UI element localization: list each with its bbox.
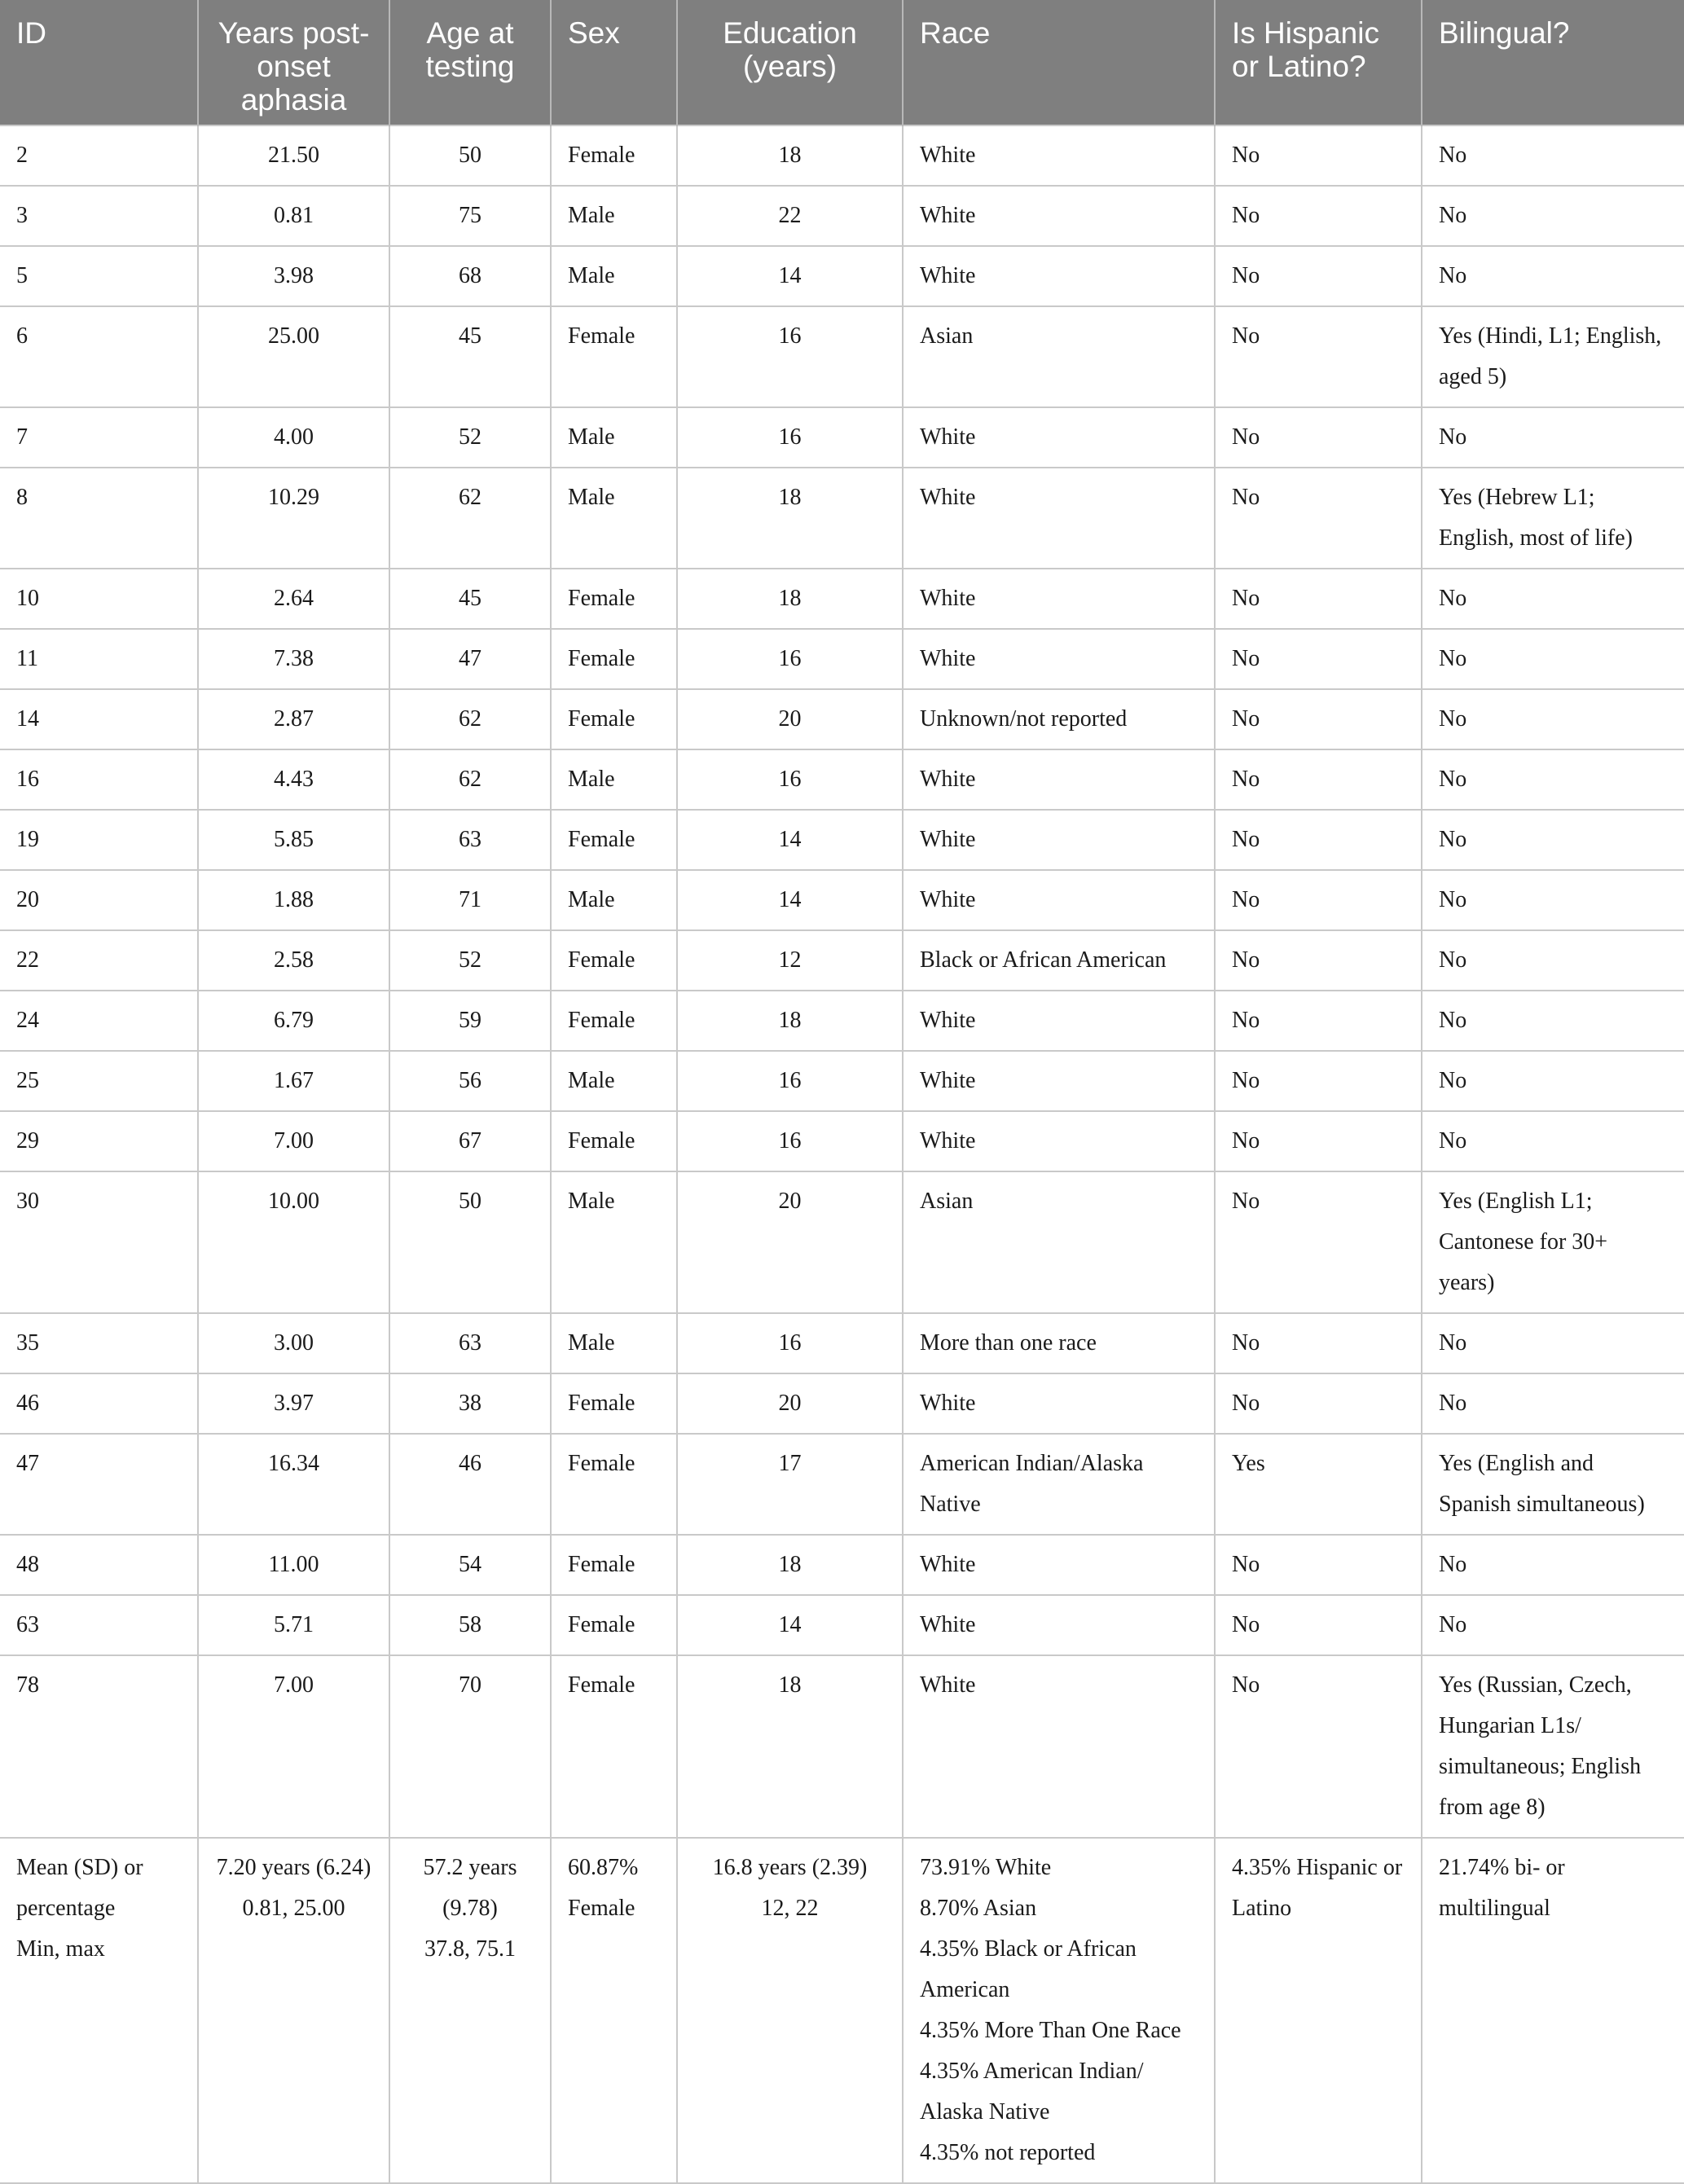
years-post-onset-cell: 25.00 bbox=[198, 306, 389, 407]
summary-section bbox=[0, 1838, 1684, 2183]
summary-years-cell bbox=[198, 1838, 389, 2183]
race-cell: White bbox=[903, 1595, 1215, 1655]
header-race: Race bbox=[903, 0, 1215, 125]
header-row bbox=[0, 0, 1684, 125]
sex-cell: Male bbox=[551, 468, 677, 569]
sex-cell: Female bbox=[551, 1373, 677, 1434]
education-cell: 16 bbox=[677, 306, 903, 407]
sex-cell: Female bbox=[551, 1434, 677, 1535]
race-cell: Black or African American bbox=[903, 930, 1215, 991]
education-cell: 16 bbox=[677, 1313, 903, 1373]
sex-cell: Female bbox=[551, 569, 677, 629]
id-cell: 16 bbox=[0, 749, 198, 810]
table-row bbox=[0, 1051, 1684, 1111]
race-cell: Asian bbox=[903, 1171, 1215, 1313]
education-cell: 20 bbox=[677, 1171, 903, 1313]
race-cell: Asian bbox=[903, 306, 1215, 407]
summary-race-cell bbox=[903, 1838, 1215, 2183]
header-id: ID bbox=[0, 0, 198, 125]
age-cell: 46 bbox=[389, 1434, 551, 1535]
race-cell: White bbox=[903, 1535, 1215, 1595]
hispanic-cell: No bbox=[1215, 689, 1422, 749]
education-cell: 14 bbox=[677, 1595, 903, 1655]
years-post-onset-cell: 5.85 bbox=[198, 810, 389, 870]
bilingual-cell: Yes (Hebrew L1; English, most of life) bbox=[1422, 468, 1684, 569]
id-cell: 7 bbox=[0, 407, 198, 468]
summary-age-cell bbox=[389, 1838, 551, 2183]
bilingual-cell: Yes (English and Spanish simultaneous) bbox=[1422, 1434, 1684, 1535]
table-row bbox=[0, 629, 1684, 689]
sex-cell: Female bbox=[551, 930, 677, 991]
hispanic-cell: Yes bbox=[1215, 1434, 1422, 1535]
age-cell: 67 bbox=[389, 1111, 551, 1171]
hispanic-cell: No bbox=[1215, 629, 1422, 689]
education-cell: 14 bbox=[677, 810, 903, 870]
id-cell: 19 bbox=[0, 810, 198, 870]
id-cell: 46 bbox=[0, 1373, 198, 1434]
bilingual-cell: No bbox=[1422, 125, 1684, 186]
table-row bbox=[0, 569, 1684, 629]
education-cell: 16 bbox=[677, 407, 903, 468]
sex-cell: Male bbox=[551, 1313, 677, 1373]
table-row bbox=[0, 125, 1684, 186]
summary-race-line: 73.91% White bbox=[920, 1855, 1052, 1880]
bilingual-cell: Yes (Russian, Czech, Hungarian L1s/ simultaneous; English from age 8) bbox=[1422, 1655, 1684, 1838]
hispanic-cell: No bbox=[1215, 1655, 1422, 1838]
race-cell: Unknown/not reported bbox=[903, 689, 1215, 749]
bilingual-cell: No bbox=[1422, 749, 1684, 810]
race-cell: White bbox=[903, 125, 1215, 186]
bilingual-cell: No bbox=[1422, 930, 1684, 991]
years-post-onset-cell: 3.97 bbox=[198, 1373, 389, 1434]
summary-race-line: 4.35% not reported bbox=[920, 2140, 1096, 2165]
id-cell: 20 bbox=[0, 870, 198, 930]
hispanic-cell: No bbox=[1215, 125, 1422, 186]
years-post-onset-cell: 3.00 bbox=[198, 1313, 389, 1373]
sex-cell: Male bbox=[551, 407, 677, 468]
race-cell: More than one race bbox=[903, 1313, 1215, 1373]
race-cell: White bbox=[903, 991, 1215, 1051]
id-cell: 48 bbox=[0, 1535, 198, 1595]
sex-cell: Female bbox=[551, 689, 677, 749]
id-cell: 78 bbox=[0, 1655, 198, 1838]
summary-age-mean: 57.2 years (9.78) bbox=[423, 1855, 517, 1921]
summary-years-mean: 7.20 years (6.24) bbox=[216, 1855, 372, 1880]
age-cell: 63 bbox=[389, 1313, 551, 1373]
hispanic-cell: No bbox=[1215, 468, 1422, 569]
bilingual-cell: No bbox=[1422, 1373, 1684, 1434]
education-cell: 18 bbox=[677, 569, 903, 629]
id-cell: 6 bbox=[0, 306, 198, 407]
header-hispanic: Is Hispanic or Latino? bbox=[1215, 0, 1422, 125]
years-post-onset-cell: 16.34 bbox=[198, 1434, 389, 1535]
race-cell: White bbox=[903, 246, 1215, 306]
hispanic-cell: No bbox=[1215, 1313, 1422, 1373]
age-cell: 52 bbox=[389, 407, 551, 468]
years-post-onset-cell: 7.38 bbox=[198, 629, 389, 689]
bilingual-cell: No bbox=[1422, 1051, 1684, 1111]
id-cell: 25 bbox=[0, 1051, 198, 1111]
years-post-onset-cell: 4.43 bbox=[198, 749, 389, 810]
bilingual-cell: No bbox=[1422, 407, 1684, 468]
sex-cell: Female bbox=[551, 125, 677, 186]
years-post-onset-cell: 10.29 bbox=[198, 468, 389, 569]
education-cell: 18 bbox=[677, 991, 903, 1051]
table-row bbox=[0, 930, 1684, 991]
hispanic-cell: No bbox=[1215, 749, 1422, 810]
table-row bbox=[0, 186, 1684, 246]
years-post-onset-cell: 1.67 bbox=[198, 1051, 389, 1111]
sex-cell: Male bbox=[551, 749, 677, 810]
hispanic-cell: No bbox=[1215, 1595, 1422, 1655]
bilingual-cell: Yes (Hindi, L1; English, aged 5) bbox=[1422, 306, 1684, 407]
table-row bbox=[0, 689, 1684, 749]
years-post-onset-cell: 10.00 bbox=[198, 1171, 389, 1313]
education-cell: 20 bbox=[677, 689, 903, 749]
summary-sex-cell bbox=[551, 1838, 677, 2183]
table-row bbox=[0, 1111, 1684, 1171]
id-cell: 11 bbox=[0, 629, 198, 689]
table-row bbox=[0, 1595, 1684, 1655]
id-cell: 24 bbox=[0, 991, 198, 1051]
education-cell: 16 bbox=[677, 1111, 903, 1171]
table-row bbox=[0, 1171, 1684, 1313]
years-post-onset-cell: 11.00 bbox=[198, 1535, 389, 1595]
table-row bbox=[0, 1655, 1684, 1838]
race-cell: White bbox=[903, 1051, 1215, 1111]
age-cell: 59 bbox=[389, 991, 551, 1051]
summary-label-line: Min, max bbox=[16, 1936, 105, 1962]
years-post-onset-cell: 2.87 bbox=[198, 689, 389, 749]
years-post-onset-cell: 0.81 bbox=[198, 186, 389, 246]
id-cell: 63 bbox=[0, 1595, 198, 1655]
summary-label-cell bbox=[0, 1838, 198, 2183]
id-cell: 8 bbox=[0, 468, 198, 569]
summary-bilingual-value: 21.74% bi- or multilingual bbox=[1439, 1855, 1565, 1921]
race-cell: White bbox=[903, 1373, 1215, 1434]
years-post-onset-cell: 5.71 bbox=[198, 1595, 389, 1655]
race-cell: White bbox=[903, 468, 1215, 569]
sex-cell: Female bbox=[551, 306, 677, 407]
id-cell: 5 bbox=[0, 246, 198, 306]
table-header bbox=[0, 0, 1684, 125]
years-post-onset-cell: 1.88 bbox=[198, 870, 389, 930]
education-cell: 12 bbox=[677, 930, 903, 991]
summary-hispanic-value: 4.35% Hispanic or Latino bbox=[1232, 1855, 1403, 1921]
id-cell: 10 bbox=[0, 569, 198, 629]
hispanic-cell: No bbox=[1215, 1051, 1422, 1111]
age-cell: 45 bbox=[389, 569, 551, 629]
years-post-onset-cell: 2.64 bbox=[198, 569, 389, 629]
summary-race-line: 4.35% Black or African American bbox=[920, 1936, 1137, 2002]
age-cell: 50 bbox=[389, 1171, 551, 1313]
years-post-onset-cell: 3.98 bbox=[198, 246, 389, 306]
table-row bbox=[0, 306, 1684, 407]
id-cell: 29 bbox=[0, 1111, 198, 1171]
race-cell: White bbox=[903, 810, 1215, 870]
sex-cell: Male bbox=[551, 1051, 677, 1111]
sex-cell: Female bbox=[551, 1595, 677, 1655]
sex-cell: Male bbox=[551, 186, 677, 246]
bilingual-cell: No bbox=[1422, 810, 1684, 870]
sex-cell: Male bbox=[551, 870, 677, 930]
bilingual-cell: No bbox=[1422, 689, 1684, 749]
years-post-onset-cell: 2.58 bbox=[198, 930, 389, 991]
education-cell: 14 bbox=[677, 870, 903, 930]
summary-race-line: 8.70% Asian bbox=[920, 1896, 1037, 1921]
sex-cell: Female bbox=[551, 1535, 677, 1595]
sex-cell: Female bbox=[551, 810, 677, 870]
hispanic-cell: No bbox=[1215, 991, 1422, 1051]
race-cell: White bbox=[903, 186, 1215, 246]
hispanic-cell: No bbox=[1215, 1535, 1422, 1595]
header-sex: Sex bbox=[551, 0, 677, 125]
age-cell: 58 bbox=[389, 1595, 551, 1655]
years-post-onset-cell: 6.79 bbox=[198, 991, 389, 1051]
education-cell: 17 bbox=[677, 1434, 903, 1535]
header-age-at-testing: Age at testing bbox=[389, 0, 551, 125]
race-cell: White bbox=[903, 870, 1215, 930]
sex-cell: Female bbox=[551, 1655, 677, 1838]
table-row bbox=[0, 246, 1684, 306]
education-cell: 16 bbox=[677, 749, 903, 810]
years-post-onset-cell: 7.00 bbox=[198, 1655, 389, 1838]
race-cell: White bbox=[903, 1111, 1215, 1171]
years-post-onset-cell: 7.00 bbox=[198, 1111, 389, 1171]
age-cell: 63 bbox=[389, 810, 551, 870]
bilingual-cell: No bbox=[1422, 1595, 1684, 1655]
hispanic-cell: No bbox=[1215, 569, 1422, 629]
age-cell: 70 bbox=[389, 1655, 551, 1838]
sex-cell: Male bbox=[551, 1171, 677, 1313]
years-post-onset-cell: 21.50 bbox=[198, 125, 389, 186]
id-cell: 22 bbox=[0, 930, 198, 991]
header-bilingual: Bilingual? bbox=[1422, 0, 1684, 125]
age-cell: 54 bbox=[389, 1535, 551, 1595]
bilingual-cell: No bbox=[1422, 870, 1684, 930]
bilingual-cell: Yes (English L1; Cantonese for 30+ years) bbox=[1422, 1171, 1684, 1313]
age-cell: 62 bbox=[389, 689, 551, 749]
id-cell: 3 bbox=[0, 186, 198, 246]
age-cell: 62 bbox=[389, 749, 551, 810]
summary-race-line: 4.35% More Than One Race bbox=[920, 2018, 1181, 2043]
hispanic-cell: No bbox=[1215, 1373, 1422, 1434]
race-cell: White bbox=[903, 749, 1215, 810]
summary-education-cell bbox=[677, 1838, 903, 2183]
education-cell: 18 bbox=[677, 468, 903, 569]
table-body bbox=[0, 125, 1684, 1838]
hispanic-cell: No bbox=[1215, 1111, 1422, 1171]
hispanic-cell: No bbox=[1215, 186, 1422, 246]
bilingual-cell: No bbox=[1422, 1313, 1684, 1373]
id-cell: 30 bbox=[0, 1171, 198, 1313]
table-row bbox=[0, 407, 1684, 468]
education-cell: 18 bbox=[677, 1535, 903, 1595]
education-cell: 20 bbox=[677, 1373, 903, 1434]
summary-label-line: Mean (SD) or percentage bbox=[16, 1855, 143, 1921]
age-cell: 45 bbox=[389, 306, 551, 407]
table-row bbox=[0, 870, 1684, 930]
age-cell: 62 bbox=[389, 468, 551, 569]
summary-education-mean: 16.8 years (2.39) bbox=[712, 1855, 868, 1880]
sex-cell: Male bbox=[551, 246, 677, 306]
education-cell: 18 bbox=[677, 125, 903, 186]
table-row bbox=[0, 991, 1684, 1051]
id-cell: 14 bbox=[0, 689, 198, 749]
hispanic-cell: No bbox=[1215, 810, 1422, 870]
table-row bbox=[0, 1535, 1684, 1595]
id-cell: 47 bbox=[0, 1434, 198, 1535]
bilingual-cell: No bbox=[1422, 246, 1684, 306]
summary-sex-value: 60.87% Female bbox=[568, 1855, 639, 1921]
hispanic-cell: No bbox=[1215, 246, 1422, 306]
table-row bbox=[0, 1313, 1684, 1373]
hispanic-cell: No bbox=[1215, 870, 1422, 930]
education-cell: 16 bbox=[677, 1051, 903, 1111]
id-cell: 35 bbox=[0, 1313, 198, 1373]
age-cell: 75 bbox=[389, 186, 551, 246]
education-cell: 22 bbox=[677, 186, 903, 246]
table-row bbox=[0, 749, 1684, 810]
race-cell: White bbox=[903, 1655, 1215, 1838]
race-cell: White bbox=[903, 569, 1215, 629]
id-cell: 2 bbox=[0, 125, 198, 186]
bilingual-cell: No bbox=[1422, 1535, 1684, 1595]
header-years-post-onset: Years post-onset aphasia bbox=[198, 0, 389, 125]
sex-cell: Female bbox=[551, 991, 677, 1051]
education-cell: 16 bbox=[677, 629, 903, 689]
education-cell: 14 bbox=[677, 246, 903, 306]
hispanic-cell: No bbox=[1215, 407, 1422, 468]
age-cell: 52 bbox=[389, 930, 551, 991]
age-cell: 47 bbox=[389, 629, 551, 689]
summary-education-range: 12, 22 bbox=[761, 1896, 819, 1921]
summary-hispanic-cell bbox=[1215, 1838, 1422, 2183]
bilingual-cell: No bbox=[1422, 629, 1684, 689]
age-cell: 38 bbox=[389, 1373, 551, 1434]
age-cell: 56 bbox=[389, 1051, 551, 1111]
summary-bilingual-cell bbox=[1422, 1838, 1684, 2183]
bilingual-cell: No bbox=[1422, 186, 1684, 246]
sex-cell: Female bbox=[551, 629, 677, 689]
header-education: Education (years) bbox=[677, 0, 903, 125]
table-row bbox=[0, 1434, 1684, 1535]
age-cell: 71 bbox=[389, 870, 551, 930]
summary-race-line: 4.35% American Indian/ Alaska Native bbox=[920, 2059, 1144, 2125]
hispanic-cell: No bbox=[1215, 930, 1422, 991]
table-row bbox=[0, 810, 1684, 870]
years-post-onset-cell: 4.00 bbox=[198, 407, 389, 468]
bilingual-cell: No bbox=[1422, 991, 1684, 1051]
table-row bbox=[0, 1373, 1684, 1434]
bilingual-cell: No bbox=[1422, 569, 1684, 629]
summary-age-range: 37.8, 75.1 bbox=[424, 1936, 516, 1962]
table-row bbox=[0, 468, 1684, 569]
bilingual-cell: No bbox=[1422, 1111, 1684, 1171]
age-cell: 68 bbox=[389, 246, 551, 306]
race-cell: White bbox=[903, 407, 1215, 468]
race-cell: White bbox=[903, 629, 1215, 689]
race-cell: American Indian/Alaska Native bbox=[903, 1434, 1215, 1535]
sex-cell: Female bbox=[551, 1111, 677, 1171]
hispanic-cell: No bbox=[1215, 1171, 1422, 1313]
age-cell: 50 bbox=[389, 125, 551, 186]
hispanic-cell: No bbox=[1215, 306, 1422, 407]
summary-years-range: 0.81, 25.00 bbox=[242, 1896, 345, 1921]
education-cell: 18 bbox=[677, 1655, 903, 1838]
summary-row bbox=[0, 1838, 1684, 2183]
